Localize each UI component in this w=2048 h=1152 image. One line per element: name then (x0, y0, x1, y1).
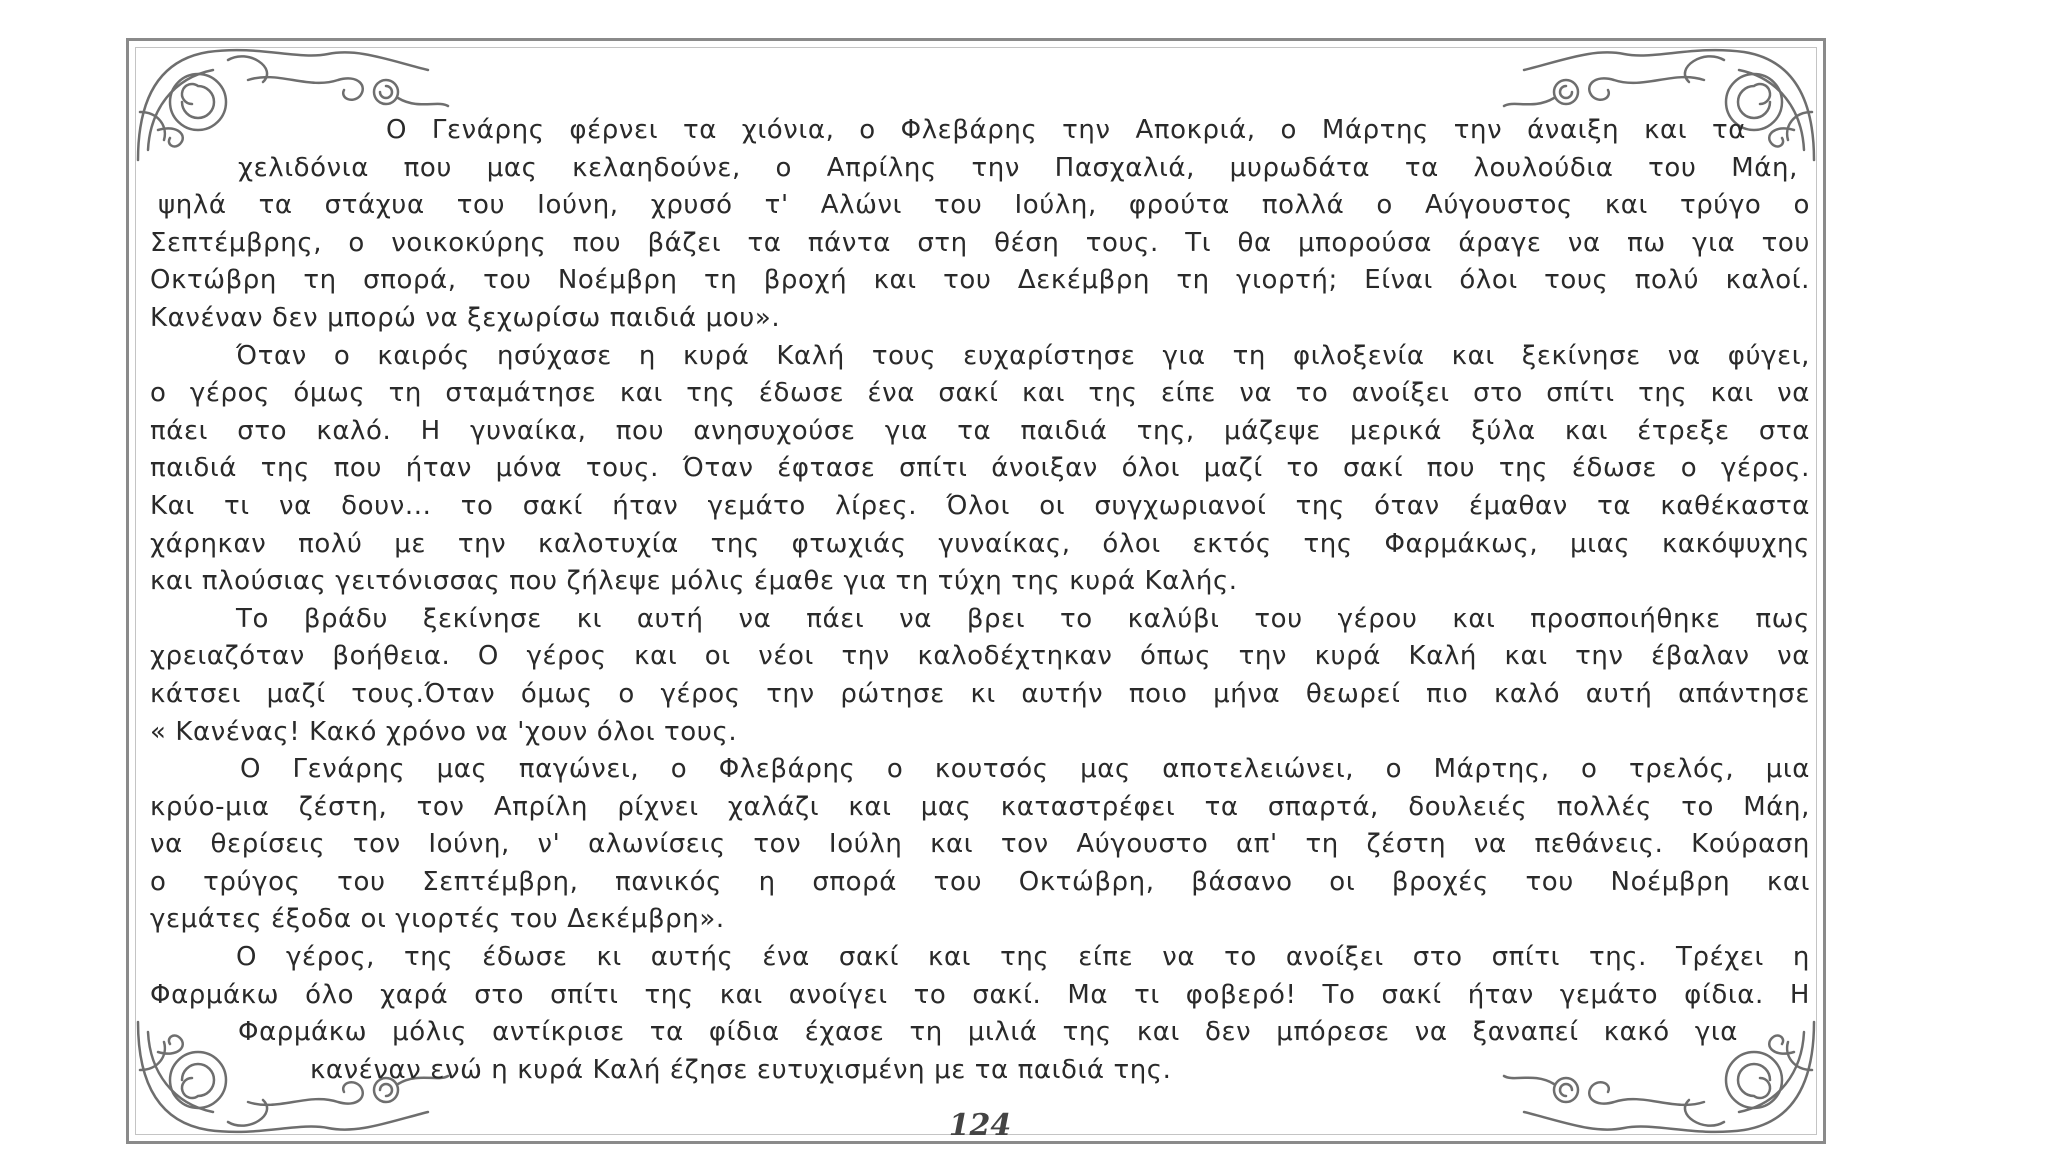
text-line: ο γέρος όμως τη σταμάτησε και της έδωσε ένα σακί και της είπε να το ανοίξει στο σπίτι της και να (150, 378, 1810, 409)
text-line: να θερίσεις τον Ιούνη, ν' αλωνίσεις τον Ιούλη και τον Αύγουστο απ' τη ζέστη να πεθάνεις. Κούραση (150, 829, 1810, 860)
text-line: ο τρύγος του Σεπτέμβρη, πανικός η σπορά του Οκτώβρη, βάσανο οι βροχές του Νοέμβρη και (150, 866, 1810, 897)
paragraph (150, 112, 1810, 338)
text-line: και πλούσιας γειτόνισσας που ζήλεψε μόλις έμαθε για τη τύχη της κυρά Καλής. (150, 566, 1238, 597)
text-line: Ο Γενάρης μας παγώνει, ο Φλεβάρης ο κουτσός μας αποτελειώνει, ο Μάρτης, ο τρελός, μια (240, 754, 1810, 785)
text-line: Οκτώβρη τη σπορά, του Νοέμβρη τη βροχή και του Δεκέμβρη τη γιορτή; Είναι όλοι τους πολύ καλοί. (150, 265, 1810, 296)
paragraph (150, 601, 1810, 751)
text-line: παιδιά της που ήταν μόνα τους. Όταν έφτασε σπίτι άνοιξαν όλοι μαζί το σακί που της έδωσε ο γέρος. (150, 453, 1810, 484)
text-line: κανέναν ενώ η κυρά Καλή έζησε ευτυχισμένη με τα παιδιά της. (310, 1054, 1172, 1085)
text-line: κάτσει μαζί τους.Όταν όμως ο γέρος την ρώτησε κι αυτήν ποιο μήνα θεωρεί πιο καλό αυτή απάντησε (150, 678, 1810, 709)
text-line: Κανέναν δεν μπορώ να ξεχωρίσω παιδιά μου». (150, 302, 781, 333)
text-line: Το βράδυ ξεκίνησε κι αυτή να πάει να βρει το καλύβι του γέρου και προσποιήθηκε πως (236, 603, 1810, 634)
text-line: χρειαζόταν βοήθεια. Ο γέρος και οι νέοι την καλοδέχτηκαν όπως την κυρά Καλή και την έβαλαν να (150, 641, 1810, 672)
text-line: χελιδόνια που μας κελαηδούνε, ο Απρίλης την Πασχαλιά, μυρωδάτα τα λουλούδια του Μάη, (238, 152, 1798, 183)
text-line: Σεπτέμβρης, ο νοικοκύρης που βάζει τα πάντα στη θέση τους. Τι θα μπορούσα άραγε να πω για του (150, 227, 1810, 258)
text-line: πάει στο καλό. Η γυναίκα, που ανησυχούσε για τα παιδιά της, μάζεψε μερικά ξύλα και έτρεξε στα (150, 415, 1810, 446)
text-line: κρύο-μια ζέστη, τον Απρίλη ρίχνει χαλάζι και μας καταστρέφει τα σπαρτά, δουλειές πολλές το Μάη, (150, 791, 1810, 822)
text-line: ψηλά τα στάχυα του Ιούνη, χρυσό τ' Αλώνι του Ιούλη, φρούτα πολλά ο Αύγουστος και τρύγο ο (158, 190, 1810, 221)
text-line: Και τι να δουν... το σακί ήταν γεμάτο λίρες. Όλοι οι συγχωριανοί της όταν έμαθαν τα καθέκαστα (150, 490, 1810, 521)
story-text (150, 112, 1810, 1089)
text-line: γεμάτες έξοδα οι γιορτές του Δεκέμβρη». (150, 904, 725, 935)
page-number: 124 (948, 1108, 1012, 1143)
text-line: Ο Γενάρης φέρνει τα χιόνια, ο Φλεβάρης την Αποκριά, ο Μάρτης την άναιξη και τα (386, 115, 1746, 145)
paragraph (150, 939, 1810, 1089)
text-line: Φαρμάκω όλο χαρά στο σπίτι της και ανοίγει το σακί. Μα τι φοβερό! Το σακί ήταν γεμάτο φίδια. Η (150, 979, 1810, 1010)
text-line: Φαρμάκω μόλις αντίκρισε τα φίδια έχασε τη μιλιά της και δεν μπόρεσε να ξαναπεί κακό για (238, 1017, 1738, 1048)
paragraph (150, 338, 1810, 601)
text-line: χάρηκαν πολύ με την καλοτυχία της φτωχιάς γυναίκας, όλοι εκτός της Φαρμάκως, μιας κακόψυχης (150, 528, 1810, 559)
text-line: Ο γέρος, της έδωσε κι αυτής ένα σακί και της είπε να το ανοίξει στο σπίτι της. Τρέχει η (236, 942, 1810, 973)
text-line: « Κανένας! Κακό χρόνο να 'χουν όλοι τους. (150, 716, 738, 747)
text-line: Όταν ο καιρός ησύχασε η κυρά Καλή τους ευχαρίστησε για τη φιλοξενία και ξεκίνησε να φύγει, (236, 340, 1810, 371)
paragraph (150, 751, 1810, 939)
